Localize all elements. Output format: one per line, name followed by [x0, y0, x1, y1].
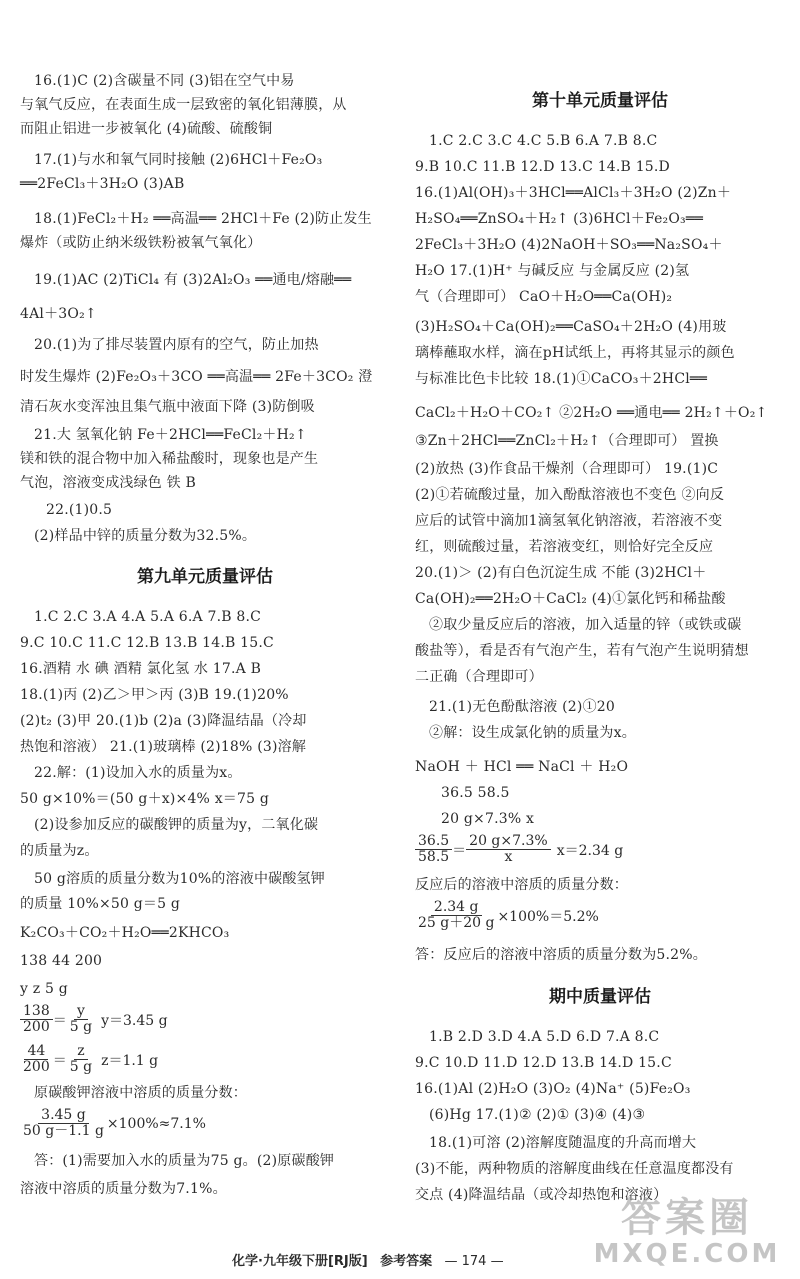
answer-20-cont: 时发生爆炸 (2)Fe₂O₃＋3CO ══高温══ 2Fe＋3CO₂ 澄: [20, 369, 373, 385]
unit9-answer-20-21: 热饱和溶液） 21.(1)玻璃棒 (2)18% (3)溶解: [20, 739, 307, 755]
unit9-answer-16-17: 16.酒精 水 碘 酒精 氯化氢 水 17.A B: [20, 661, 262, 677]
final-answer: 答：反应后的溶液中溶质的质量分数为5.2%。: [415, 947, 707, 963]
equation-unknowns: 20 g×7.3% x: [441, 811, 535, 827]
section-title-unit10: 第十单元质量评估: [532, 91, 668, 111]
unit10-answer-19: (2)放热 (3)作食品干燥剂（合理即可） 19.(1)C: [415, 461, 719, 477]
calc-line: 50 g溶质的质量分数为10%的溶液中碳酸氢钾: [34, 871, 325, 887]
final-answer-cont: 溶液中溶质的质量分数为7.1%。: [20, 1181, 227, 1197]
answer-18: 18.(1)FeCl₂＋H₂ ══高温══ 2HCl＋Fe (2)防止发生: [34, 211, 372, 227]
answer-21-cont: 气泡，溶液变成浅绿色 铁 B: [20, 475, 196, 491]
calc-line: 原碳酸钾溶液中溶质的质量分数：: [34, 1085, 247, 1101]
midterm-answer-18-cont: (3)不能，两种物质的溶解度曲线在任意温度都没有: [415, 1161, 734, 1177]
answer-16: 16.(1)C (2)含碳量不同 (3)铝在空气中易: [34, 73, 295, 89]
footer-section: 参考答案: [380, 1254, 433, 1269]
unit10-answer-18-cont: CaCl₂＋H₂O＋CO₂↑ ②2H₂O ══通电══ 2H₂↑＋O₂↑: [415, 405, 768, 421]
fraction-equation: $\frac{44}{200}$ ＝ $\frac{z}{5 g}$ z＝1.1 g: [23, 1043, 159, 1075]
unit9-answer-18-19: 18.(1)丙 (2)乙＞甲＞丙 (3)B 19.(1)20%: [20, 687, 289, 703]
midterm-choice-answers: 1.B 2.D 3.D 4.A 5.D 6.D 7.A 8.C: [429, 1029, 660, 1045]
fraction-equation: $\frac{3.45 g}{50 g-1.1 g}$ ×100%≈7.1%: [23, 1107, 206, 1139]
answer-21-cont: 镁和铁的混合物中加入稀盐酸时，现象也是产生: [20, 451, 319, 467]
calc-line: 50 g×10%＝(50 g＋x)×4% x＝75 g: [20, 791, 270, 807]
unit10-answer-18-cont: ③Zn＋2HCl══ZnCl₂＋H₂↑（合理即可） 置换: [415, 433, 719, 449]
unit10-answer-20-cont: Ca(OH)₂══2H₂O＋CaCl₂ (4)①氯化钙和稀盐酸: [415, 591, 726, 607]
unit9-choice-answers: 1.C 2.C 3.A 4.A 5.A 6.A 7.B 8.C: [34, 609, 262, 625]
equation: K₂CO₃＋CO₂＋H₂O══2KHCO₃: [20, 925, 230, 941]
answer-19-cont: 4Al＋3O₂↑: [20, 306, 97, 322]
unit10-choice-answers: 9.B 10.C 11.B 12.D 13.C 14.B 15.D: [415, 159, 670, 175]
answer-19: 19.(1)AC (2)TiCl₄ 有 (3)2Al₂O₃ ══通电/熔融══: [34, 272, 352, 288]
footer-subject: 化学·九年级下册[RJ版]: [232, 1254, 368, 1269]
unit10-answer-19-cont: (2)①若硫酸过量，加入酚酞溶液也不变色 ②向反: [415, 487, 725, 503]
unit10-answer-17: H₂O 17.(1)H⁺ 与碱反应 与金属反应 (2)氢: [415, 263, 690, 279]
watermark-url: MXQE.COM: [593, 1239, 781, 1269]
unit10-answer-20-cont: 二正确（合理即可）: [415, 669, 543, 685]
unit10-answer-17-cont: 璃棒蘸取水样，滴在pH试纸上，再将其显示的颜色: [415, 345, 735, 361]
midterm-answer-18-cont: 交点 (4)降温结晶（或冷却热饱和溶液）: [415, 1187, 668, 1203]
unit9-answer-19-20: (2)t₂ (3)甲 20.(1)b (2)a (3)降温结晶（冷却: [20, 713, 307, 729]
equation-coefficients: 138 44 200: [20, 953, 103, 969]
calc-line: 反应后的溶液中溶质的质量分数：: [415, 877, 628, 893]
unit10-answer-17-cont: 气（合理即可） CaO＋H₂O══Ca(OH)₂: [415, 289, 673, 305]
calc-line: (2)设参加反应的碳酸钾的质量为y，二氧化碳: [34, 817, 319, 833]
unit10-answer-20-cont: 酸盐等），看是否有气泡产生，若有气泡产生说明猜想: [415, 643, 749, 659]
midterm-answer-16-17: (6)Hg 17.(1)② (2)① (3)④ (4)③: [429, 1107, 646, 1123]
midterm-answer-16: 16.(1)Al (2)H₂O (3)O₂ (4)Na⁺ (5)Fe₂O₃: [415, 1081, 691, 1097]
midterm-answer-18: 18.(1)可溶 (2)溶解度随温度的升高而增大: [429, 1135, 697, 1151]
answer-21: 21.大 氢氧化钠 Fe＋2HCl══FeCl₂＋H₂↑: [34, 427, 307, 443]
answer-20: 20.(1)为了排尽装置内原有的空气，防止加热: [34, 337, 319, 353]
unit10-answer-21-cont: ②解：设生成氯化钠的质量为x。: [429, 725, 636, 741]
page-number: — 174 —: [444, 1254, 504, 1269]
unit10-answer-18: 与标准比色卡比较 18.(1)①CaCO₃＋2HCl══: [415, 371, 708, 387]
unit10-answer-20: 20.(1)＞ (2)有白色沉淀生成 不能 (3)2HCl＋: [415, 565, 707, 581]
unit10-answer-20-cont: ②取少量反应后的溶液，加入适量的锌（或铁或碳: [429, 617, 742, 633]
unit10-answer-16-cont: H₂SO₄══ZnSO₄＋H₂↑ (3)6HCl＋Fe₂O₃══: [415, 211, 704, 227]
calc-line: 的质量 10%×50 g＝5 g: [20, 896, 181, 912]
answer-18-cont: 爆炸（或防止纳米级铁粉被氧气氧化）: [20, 235, 262, 251]
unit10-answer-16: 16.(1)Al(OH)₃＋3HCl══AlCl₃＋3H₂O (2)Zn＋: [415, 185, 732, 201]
answer-17-cont: ══2FeCl₃＋3H₂O (3)AB: [20, 176, 185, 192]
answer-16-cont: 与氧气反应，在表面生成一层致密的氧化铝薄膜，从: [20, 97, 347, 113]
answer-20-cont: 清石灰水变浑浊且集气瓶中液面下降 (3)防倒吸: [20, 399, 315, 415]
fraction-equation: $\frac{36.5}{58.5}$ ＝ $\frac{20 g\times 7.3\%}{x}$ x＝2.34 g: [415, 834, 623, 865]
final-answer: 答：(1)需要加入水的质量为75 g。(2)原碳酸钾: [34, 1153, 335, 1169]
equation: NaOH ＋ HCl ══ NaCl ＋ H₂O: [415, 759, 629, 775]
unit10-choice-answers: 1.C 2.C 3.C 4.C 5.B 6.A 7.B 8.C: [429, 133, 658, 149]
unit10-answer-17-cont: (3)H₂SO₄＋Ca(OH)₂══CaSO₄＋2H₂O (4)用玻: [415, 319, 727, 335]
equation-coefficients: 36.5 58.5: [441, 785, 510, 801]
watermark-logo-text: 答案圈: [621, 1195, 753, 1241]
unit10-answer-16-cont: 2FeCl₃＋3H₂O (4)2NaOH＋SO₃══Na₂SO₄＋: [415, 237, 723, 253]
unit10-answer-19-cont: 红，则硫酸过量，若溶液变红，则恰好完全反应: [415, 539, 714, 555]
fraction-equation: $\frac{2.34 g}{25 g+20 g}$ ×100%＝5.2%: [418, 899, 599, 931]
page-footer: [232, 1250, 504, 1269]
unit9-answer-22: 22.解：(1)设加入水的质量为x。: [34, 765, 242, 781]
site-watermark: [592, 1196, 782, 1272]
answer-17: 17.(1)与水和氧气同时接触 (2)6HCl＋Fe₂O₃: [34, 152, 323, 168]
answer-16-cont: 而阻止铝进一步被氧化 (4)硫酸、硫酸铜: [20, 121, 273, 137]
unit10-answer-19-cont: 应后的试管中滴加1滴氢氧化钠溶液，若溶液不变: [415, 513, 723, 529]
section-title-unit9: 第九单元质量评估: [137, 567, 273, 587]
fraction-equation: $\frac{138}{200}$ ＝ $\frac{y}{5 g}$ y＝3.45 g: [20, 1004, 168, 1035]
answer-22-cont: (2)样品中锌的质量分数为32.5%。: [34, 528, 257, 544]
equation-unknowns: y z 5 g: [20, 981, 68, 997]
calc-line: 的质量为z。: [20, 843, 99, 859]
unit10-answer-21: 21.(1)无色酚酞溶液 (2)①20: [429, 699, 615, 715]
unit9-choice-answers: 9.C 10.C 11.C 12.B 13.B 14.B 15.C: [20, 635, 274, 651]
midterm-choice-answers: 9.C 10.D 11.D 12.D 13.B 14.D 15.C: [415, 1055, 672, 1071]
section-title-midterm: 期中质量评估: [549, 987, 651, 1007]
answer-22: 22.(1)0.5: [46, 502, 113, 518]
